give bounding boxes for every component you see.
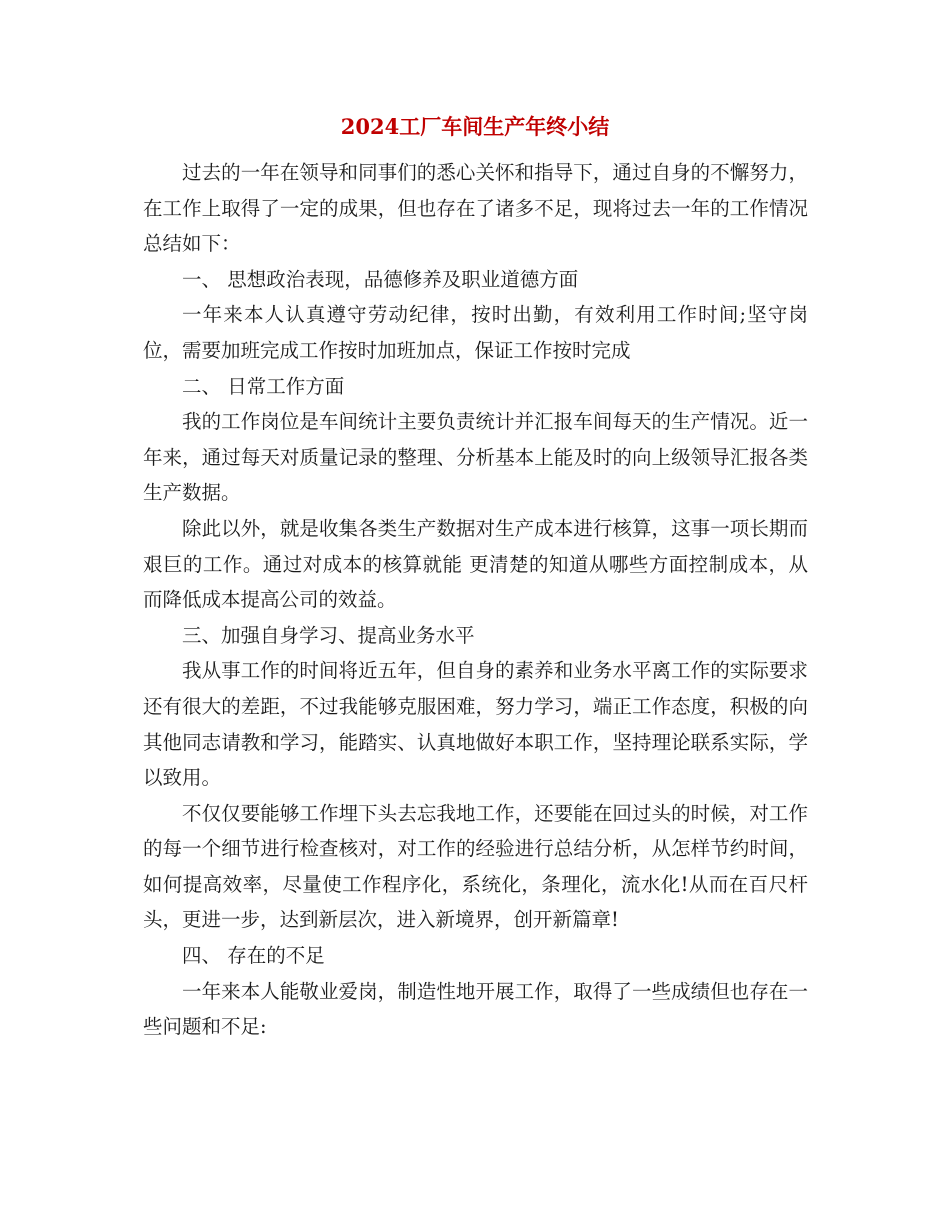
paragraph-section-2b: 除此以外，就是收集各类生产数据对生产成本进行核算，这事一项长期而艰巨的工作。通过对成本的核算就能 更清楚的知道从哪些方面控制成本，从而降低成本提高公司的效益。: [143, 516, 808, 612]
paragraph-section-2a: 我的工作岗位是车间统计主要负责统计并汇报车间每天的生产情况。近一年来，通过每天对质量记录的整理、分析基本上能及时的向上级领导汇报各类生产数据。: [143, 410, 808, 505]
section-heading-3: 三、加强自身学习、提高业务水平: [182, 623, 475, 647]
section-heading-1: 一、 思想政治表现，品德修养及职业道德方面: [182, 267, 579, 291]
paragraph-intro: 过去的一年在领导和同事们的悉心关怀和指导下，通过自身的不懈努力，在工作上取得了一定的成果，但也存在了诸多不足，现将过去一年的工作情况总结如下：: [143, 161, 808, 256]
paragraph-section-4: 一年来本人能敬业爱岗，制造性地开展工作，取得了一些成绩但也存在一些问题和不足:: [143, 979, 808, 1039]
section-heading-2: 二、 日常工作方面: [182, 374, 345, 398]
paragraph-section-3a: 我从事工作的时间将近五年，但自身的素养和业务水平离工作的实际要求还有很大的差距，不过我能够克服困难，努力学习，端正工作态度，积极的向其他同志请教和学习，能踏实、认真地做好本职工作，坚持理论联系实际，学以致用。: [143, 659, 808, 790]
document-body: [143, 155, 808, 1045]
section-heading-4: 四、 存在的不足: [182, 944, 325, 968]
paragraph-section-1: 一年来本人认真遵守劳动纪律，按时出勤，有效利用工作时间;坚守岗位，需要加班完成工作按时加班加点，保证工作按时完成: [143, 303, 808, 362]
document-title: 2024工厂车间生产年终小结: [340, 114, 610, 139]
paragraph-section-3b: 不仅仅要能够工作埋下头去忘我地工作，还要能在回过头的时候，对工作的每一个细节进行检查核对，对工作的经验进行总结分析，从怎样节约时间，如何提高效率，尽量使工作程序化，系统化，条理化，流水化!从而在百尺杆头，更进一步，达到新层次，进入新境界，创开新篇章!: [143, 801, 808, 932]
